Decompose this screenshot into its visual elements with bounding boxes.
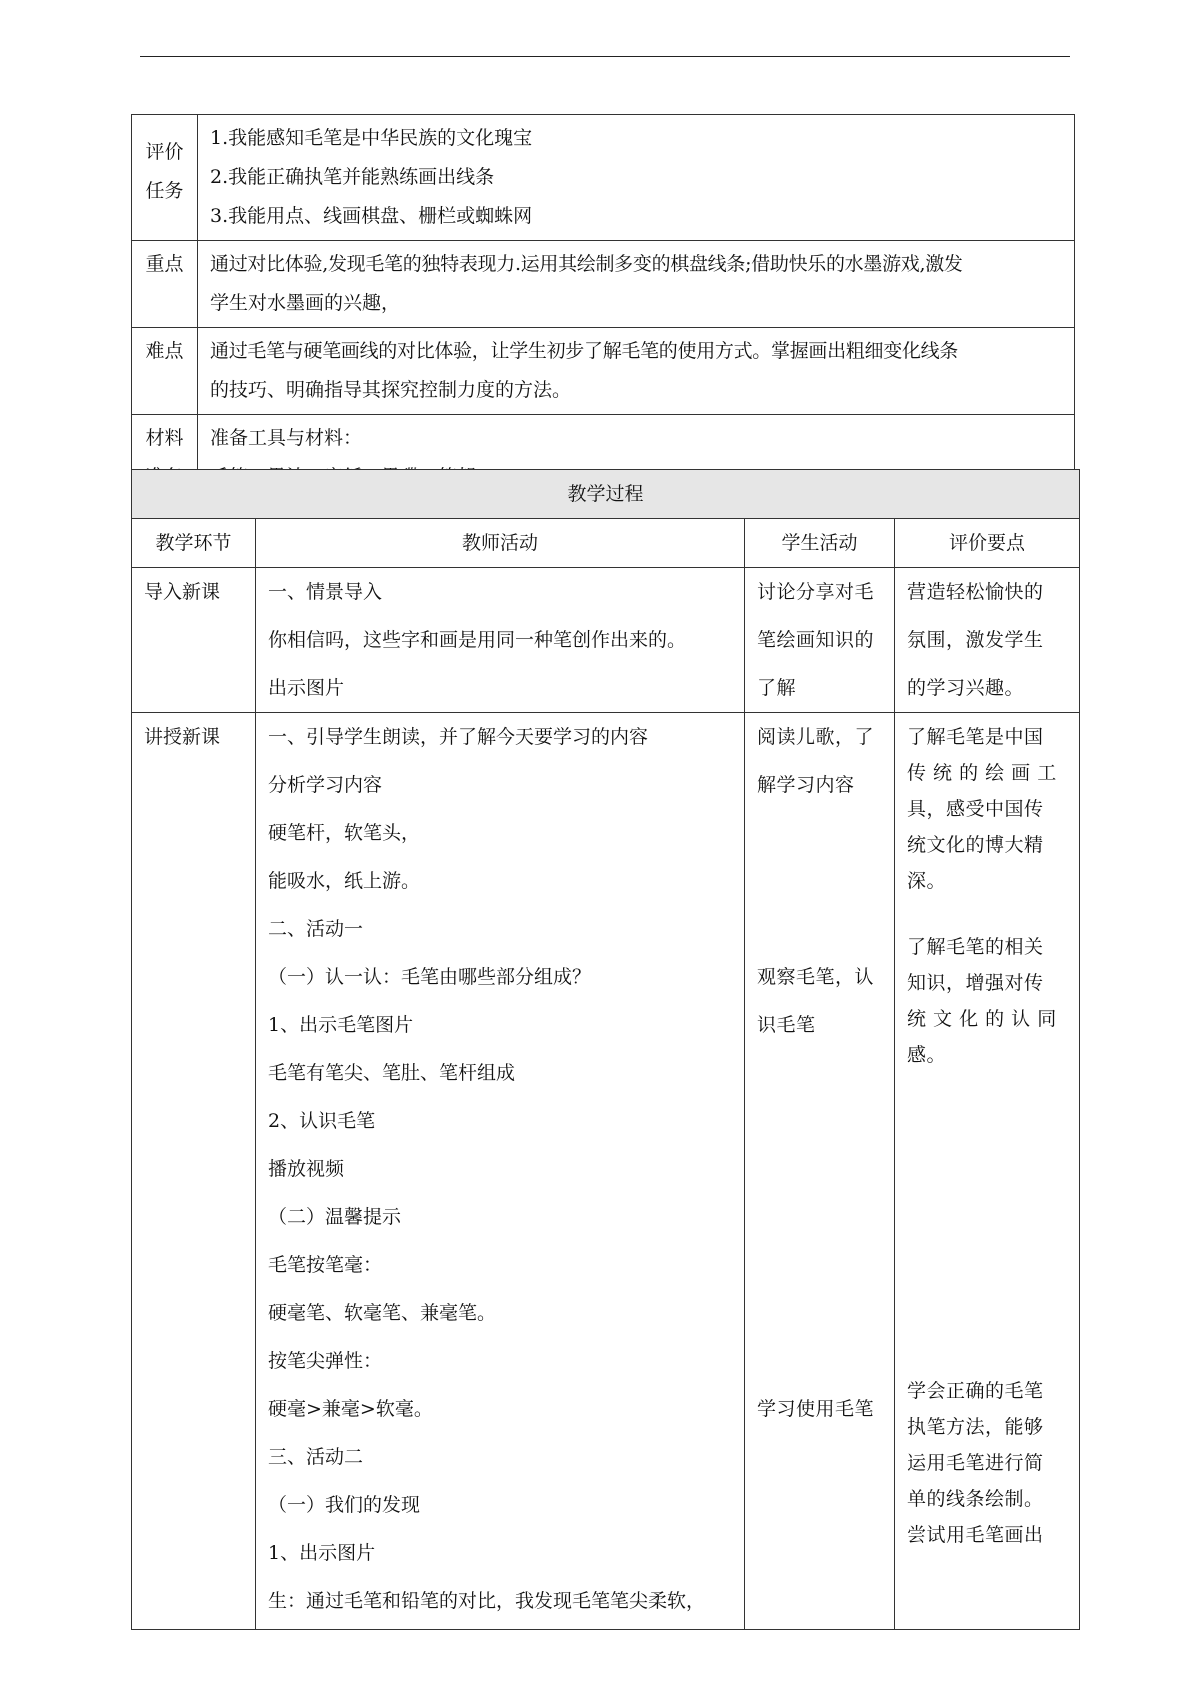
table-row (132, 328, 1075, 415)
teacher-line: 二、活动一 (268, 918, 364, 940)
student-line: 笔绘画知识的 (757, 629, 875, 651)
label-line: 任务 (145, 180, 184, 202)
evaluation-info-table (131, 114, 1075, 502)
evaluation-cell (895, 568, 1080, 713)
teacher-line: 硬笔杆，软笔头， (268, 822, 421, 844)
table-row (132, 241, 1075, 328)
label-line: 材料 (145, 427, 184, 449)
content-line: 准备工具与材料： (210, 427, 363, 449)
teacher-line: 2、认识毛笔 (268, 1110, 376, 1132)
teacher-line: 一、情景导入 (268, 581, 383, 603)
label-line: 难点 (145, 340, 184, 362)
teacher-line: 1、出示毛笔图片 (268, 1014, 414, 1036)
teacher-line: （一）认一认：毛笔由哪些部分组成？ (268, 966, 592, 988)
student-activity-cell (745, 568, 895, 713)
teacher-line: 分析学习内容 (268, 774, 383, 796)
stage-label: 导入新课 (144, 581, 221, 603)
stage-cell (132, 713, 256, 1630)
evaluation-line: 运用毛笔进行简 (907, 1452, 1044, 1474)
teacher-line: 毛笔按笔毫： (268, 1254, 383, 1276)
student-line: 识毛笔 (757, 1014, 816, 1036)
content-line: 的技巧、明确指导其探究控制力度的方法。 (210, 379, 572, 401)
evaluation-line: 单的线条绘制。 (907, 1488, 1044, 1510)
student-line: 学习使用毛笔 (757, 1398, 875, 1420)
content-line: 通过毛笔与硬笔画线的对比体验，让学生初步了解毛笔的使用方式。掌握画出粗细变化线条 (210, 340, 959, 362)
row-content (198, 241, 1075, 328)
student-line: 观察毛笔，认 (757, 966, 875, 988)
row-label (132, 241, 198, 328)
column-header-row (132, 519, 1080, 568)
teacher-line: 出示图片 (268, 677, 345, 699)
teacher-line: 1、出示图片 (268, 1542, 376, 1564)
content-line: 2.我能正确执笔并能熟练画出线条 (210, 166, 495, 188)
teacher-line: 按笔尖弹性： (268, 1350, 383, 1372)
teacher-line: 能吸水，纸上游。 (268, 870, 421, 892)
stage-label: 讲授新课 (144, 726, 221, 748)
evaluation-line: 深。 (907, 870, 947, 892)
evaluation-line: 统文化的博大精 (907, 834, 1044, 856)
content-line: 3.我能用点、线画棋盘、栅栏或蜘蛛网 (210, 205, 533, 227)
evaluation-line: 营造轻松愉快的 (907, 581, 1044, 603)
content-line: 1.我能感知毛笔是中华民族的文化瑰宝 (210, 127, 533, 149)
student-line: 了解 (757, 677, 797, 699)
student-line: 讨论分享对毛 (757, 581, 875, 603)
teacher-line: 三、活动二 (268, 1446, 364, 1468)
row-label (132, 328, 198, 415)
evaluation-line: 的学习兴趣。 (907, 677, 1025, 699)
teacher-line: 生：通过毛笔和铅笔的对比，我发现毛笔笔尖柔软， (268, 1590, 706, 1612)
row-label (132, 115, 198, 241)
evaluation-line: 具，感受中国传 (907, 798, 1044, 820)
header-rule (140, 56, 1070, 57)
teacher-line: （一）我们的发现 (268, 1494, 421, 1516)
table-row (132, 115, 1075, 241)
student-activity-cell (745, 713, 895, 1630)
label-line: 重点 (145, 253, 184, 275)
row-content (198, 115, 1075, 241)
teacher-line: 播放视频 (268, 1158, 345, 1180)
teacher-line: 硬毫笔、软毫笔、兼毫笔。 (268, 1302, 497, 1324)
teacher-line: 一、引导学生朗读，并了解今天要学习的内容 (268, 726, 649, 748)
section-title: 教学过程 (132, 470, 1080, 519)
row-content (198, 328, 1075, 415)
column-header: 教师活动 (256, 519, 745, 568)
evaluation-line: 知识，增强对传 (907, 972, 1044, 994)
evaluation-line: 感。 (907, 1044, 947, 1066)
teaching-process-table (131, 469, 1080, 1630)
evaluation-line: 了解毛笔的相关 (907, 936, 1044, 958)
evaluation-line: 学会正确的毛笔 (907, 1380, 1044, 1402)
label-line: 评价 (145, 141, 184, 163)
content-line: 通过对比体验,发现毛笔的独特表现力.运用其绘制多变的棋盘线条;借助快乐的水墨游戏,激发 (210, 253, 963, 275)
teacher-line: 硬毫>兼毫>软毫。 (268, 1398, 433, 1420)
teacher-line: （二）温馨提示 (268, 1206, 402, 1228)
teacher-activity-cell (256, 713, 745, 1630)
evaluation-line: 统 文 化 的 认 同 (907, 1008, 1057, 1030)
column-header: 评价要点 (895, 519, 1080, 568)
section-header-row (132, 470, 1080, 519)
evaluation-line: 尝试用毛笔画出 (907, 1524, 1044, 1546)
content-line: 学生对水墨画的兴趣， (210, 292, 401, 314)
student-line: 阅读儿歌，了 (757, 726, 875, 748)
evaluation-line: 传 统 的 绘 画 工 (907, 762, 1057, 784)
evaluation-line: 执笔方法，能够 (907, 1416, 1044, 1438)
table-row (132, 568, 1080, 713)
student-line: 解学习内容 (757, 774, 855, 796)
evaluation-line: 了解毛笔是中国 (907, 726, 1044, 748)
evaluation-line: 氛围，激发学生 (907, 629, 1044, 651)
stage-cell (132, 568, 256, 713)
column-header: 教学环节 (132, 519, 256, 568)
teacher-line: 你相信吗，这些字和画是用同一种笔创作出来的。 (268, 629, 687, 651)
table-row (132, 713, 1080, 1630)
teacher-line: 毛笔有笔尖、笔肚、笔杆组成 (268, 1062, 516, 1084)
column-header: 学生活动 (745, 519, 895, 568)
teacher-activity-cell (256, 568, 745, 713)
evaluation-cell (895, 713, 1080, 1630)
